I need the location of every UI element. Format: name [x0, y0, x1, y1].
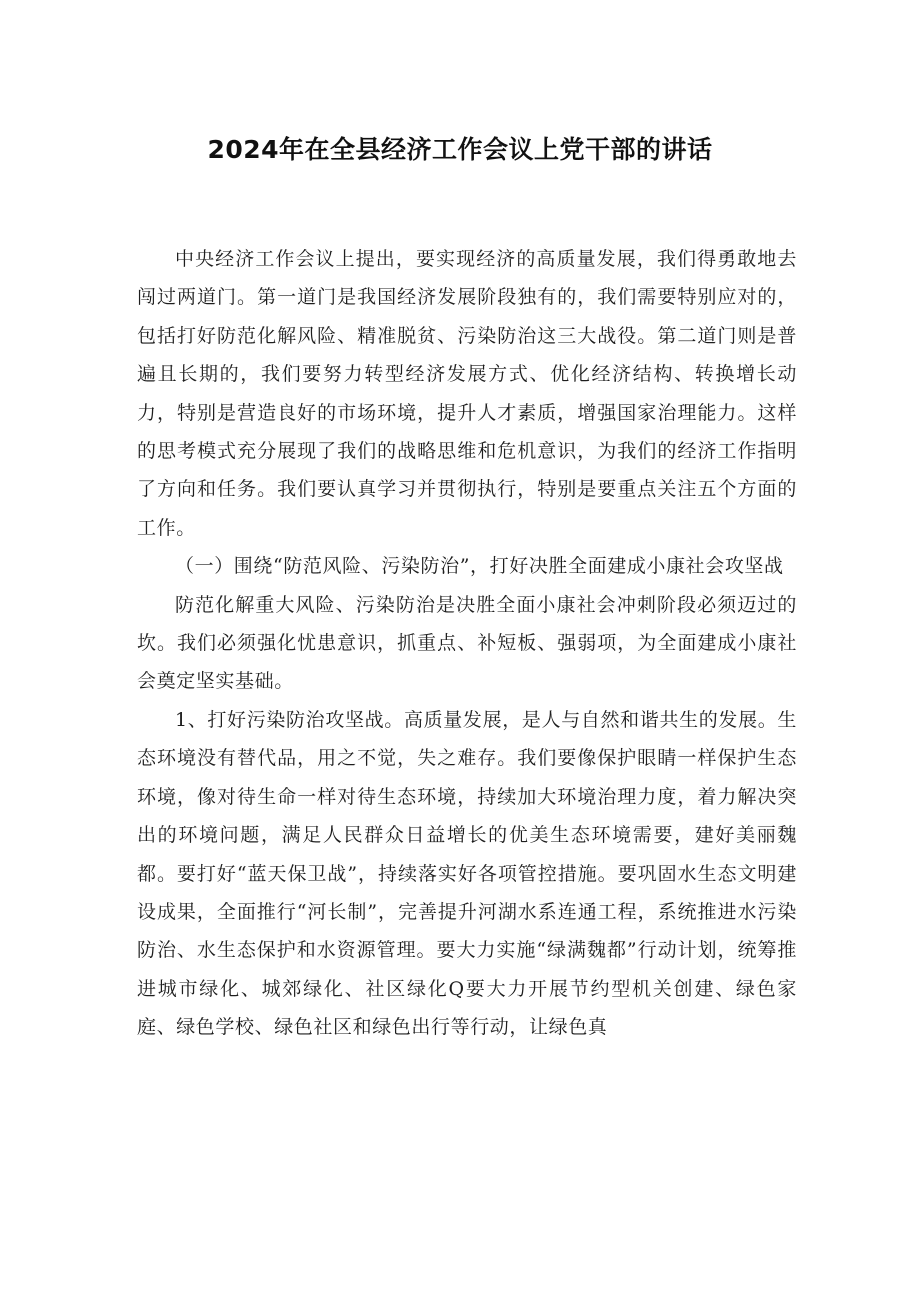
paragraph-item-1: 1、打好污染防治攻坚战。高质量发展，是人与自然和谐共生的发展。生态环境没有替代品，用之不觉，失之难存。我们要像保护眼睛一样保护生态环境，像对待生命一样对待生态环境，持续加大环境治理力度，着力解决突出的环境问题，满足人民群众日益增长的优美生态环境需要，建好美丽魏都。要打好“蓝天保卫战”，持续落实好各项管控措施。要巩固水生态文明建设成果，全面推行“河长制”，完善提升河湖水系连通工程，系统推进水污染防治、水生态保护和水资源管理。要大力实施“绿满魏都”行动计划，统筹推进城市绿化、城郊绿化、社区绿化Q要大力开展节约型机关创建、绿色家庭、绿色学校、绿色社区和绿色出行等行动，让绿色真: [137, 708, 797, 1039]
section-heading-1: （一）围绕“防范风险、污染防治”，打好决胜全面建成小康社会攻坚战: [175, 555, 784, 578]
paragraph-section-1: 防范化解重大风险、污染防治是决胜全面小康社会冲刺阶段必须迈过的坎。我们必须强化忧患意识，抓重点、补短板、强弱项，为全面建成小康社会奠定坚实基础。: [137, 593, 797, 693]
document-title: 2024年在全县经济工作会议上党干部的讲话: [207, 135, 713, 164]
paragraph-intro: 中央经济工作会议上提出，要实现经济的高质量发展，我们得勇敢地去闯过两道门。第一道门是我国经济发展阶段独有的，我们需要特别应对的，包括打好防范化解风险、精准脱贫、污染防治这三大战役。第二道门则是普遍且长期的，我们要努力转型经济发展方式、优化经济结构、转换增长动力，特别是营造良好的市场环境，提升人才素质，增强国家治理能力。这样的思考模式充分展现了我们的战略思维和危机意识，为我们的经济工作指明了方向和任务。我们要认真学习并贯彻执行，特别是要重点关注五个方面的工作。: [137, 248, 797, 539]
document-body: [137, 240, 797, 1047]
